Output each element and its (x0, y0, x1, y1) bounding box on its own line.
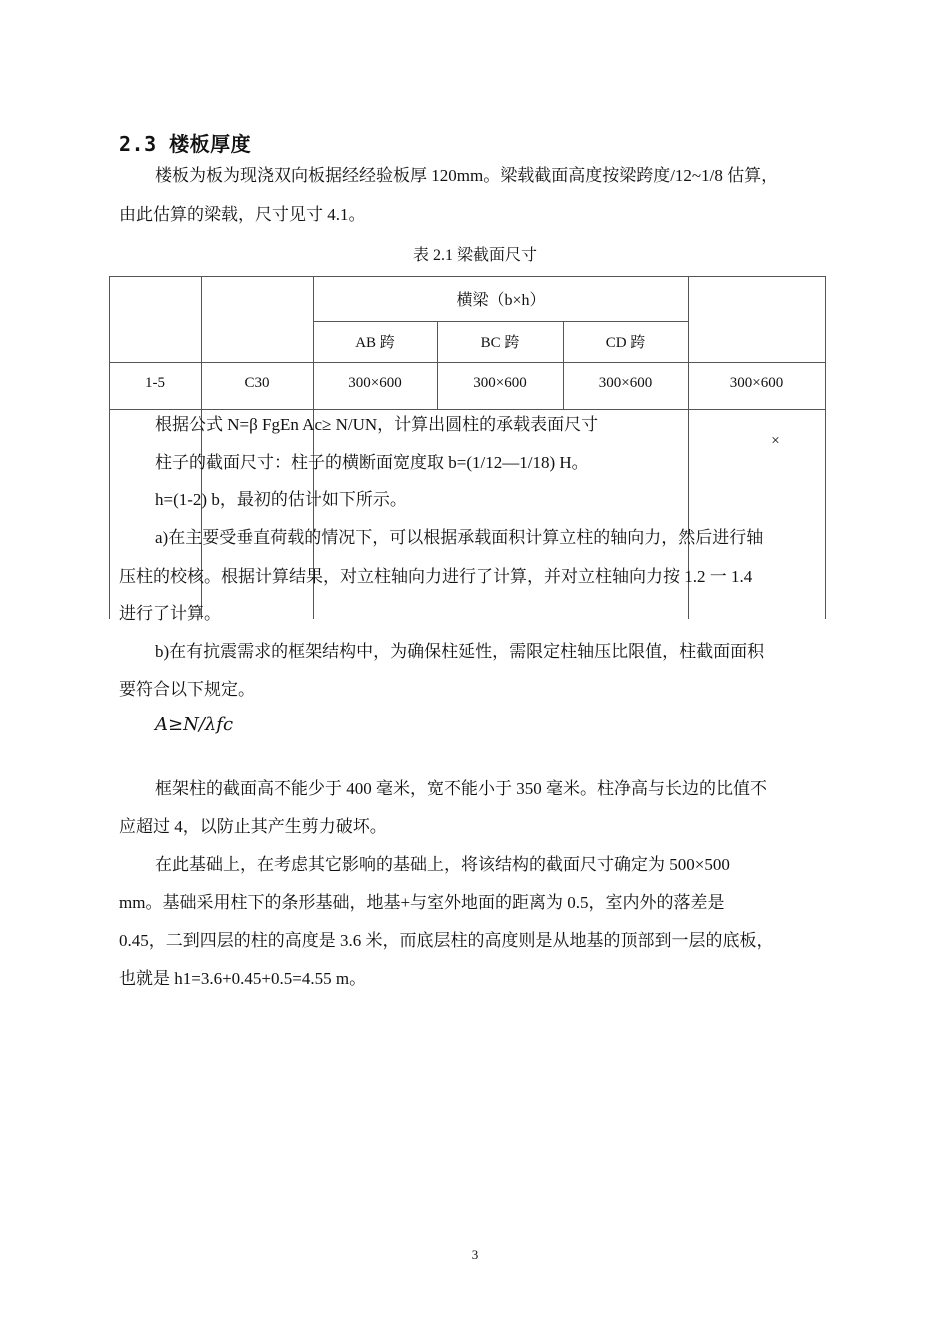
table-stray-mark: × (771, 433, 780, 449)
table-cell-bc: 300×600 (473, 375, 527, 391)
body-line-12: mm。基础采用柱下的条形基础，地基+与室外地面的距离为 0.5，室内外的落差是 (119, 893, 725, 912)
table-cell-concrete: C30 (244, 375, 270, 391)
body-line-11: 在此基础上，在考虑其它影响的基础上，将该结构的截面尺寸确定为 500×500 (155, 855, 730, 874)
table-group-header: 横梁（b×h） (456, 292, 546, 309)
intro-line-1: 楼板为板为现浇双向板据经经验板厚 120mm。梁载截面高度按梁跨度/12~1/8 估算， (155, 166, 779, 185)
body-line-13: 0.45，二到四层的柱的高度是 3.6 米，而底层柱的高度则是从地基的顶部到一层的底板， (119, 931, 774, 950)
table-cell-other: 300×600 (729, 375, 784, 391)
body-line-4: a)在主要受垂直荷载的情况下，可以根据承载面积计算立柱的轴向力，然后进行轴 (155, 528, 764, 547)
section-heading: 2.3 楼板厚度 (119, 132, 252, 156)
body-line-3: h=(1-2) b，最初的估计如下所示。 (155, 490, 407, 509)
table-cell-cd: 300×600 (598, 375, 653, 391)
table-cell-floor: 1-5 (145, 375, 165, 391)
body-line-8: 要符合以下规定。 (119, 680, 255, 699)
body-line-2: 柱子的截面尺寸：柱子的横断面宽度取 b=(1/12—1/18) H。 (155, 453, 589, 472)
body-line-14: 也就是 h1=3.6+0.45+0.5=4.55 m。 (119, 969, 367, 988)
table-header-bc: BC 跨 (480, 335, 520, 351)
table-header-cd: CD 跨 (605, 335, 646, 351)
page-number: 3 (471, 1247, 479, 1262)
body-line-5: 压柱的校核。根据计算结果，对立柱轴向力进行了计算，并对立柱轴向力按 1.2 一 1.4 (119, 567, 753, 586)
body-line-9: 框架柱的截面高不能少于 400 毫米，宽不能小于 350 毫米。柱净高与长边的比值不 (155, 779, 767, 798)
table-caption: 表 2.1 梁截面尺寸 (412, 247, 537, 264)
intro-line-2: 由此估算的梁载，尺寸见寸 4.1。 (119, 205, 366, 224)
table-header-ab: AB 跨 (355, 335, 395, 351)
body-line-10: 应超过 4，以防止其产生剪力破坏。 (119, 817, 387, 836)
table-cell-ab: 300×600 (348, 375, 402, 391)
body-line-6: 进行了计算。 (119, 604, 221, 623)
formula: A≥N/λfc (155, 714, 234, 735)
body-line-7: b)在有抗震需求的框架结构中，为确保柱延性，需限定柱轴压比限值，柱截面面积 (155, 642, 765, 661)
body-line-1: 根据公式 N=β FgEn Ac≥ N/UN，计算出圆柱的承载表面尺寸 (155, 415, 599, 434)
